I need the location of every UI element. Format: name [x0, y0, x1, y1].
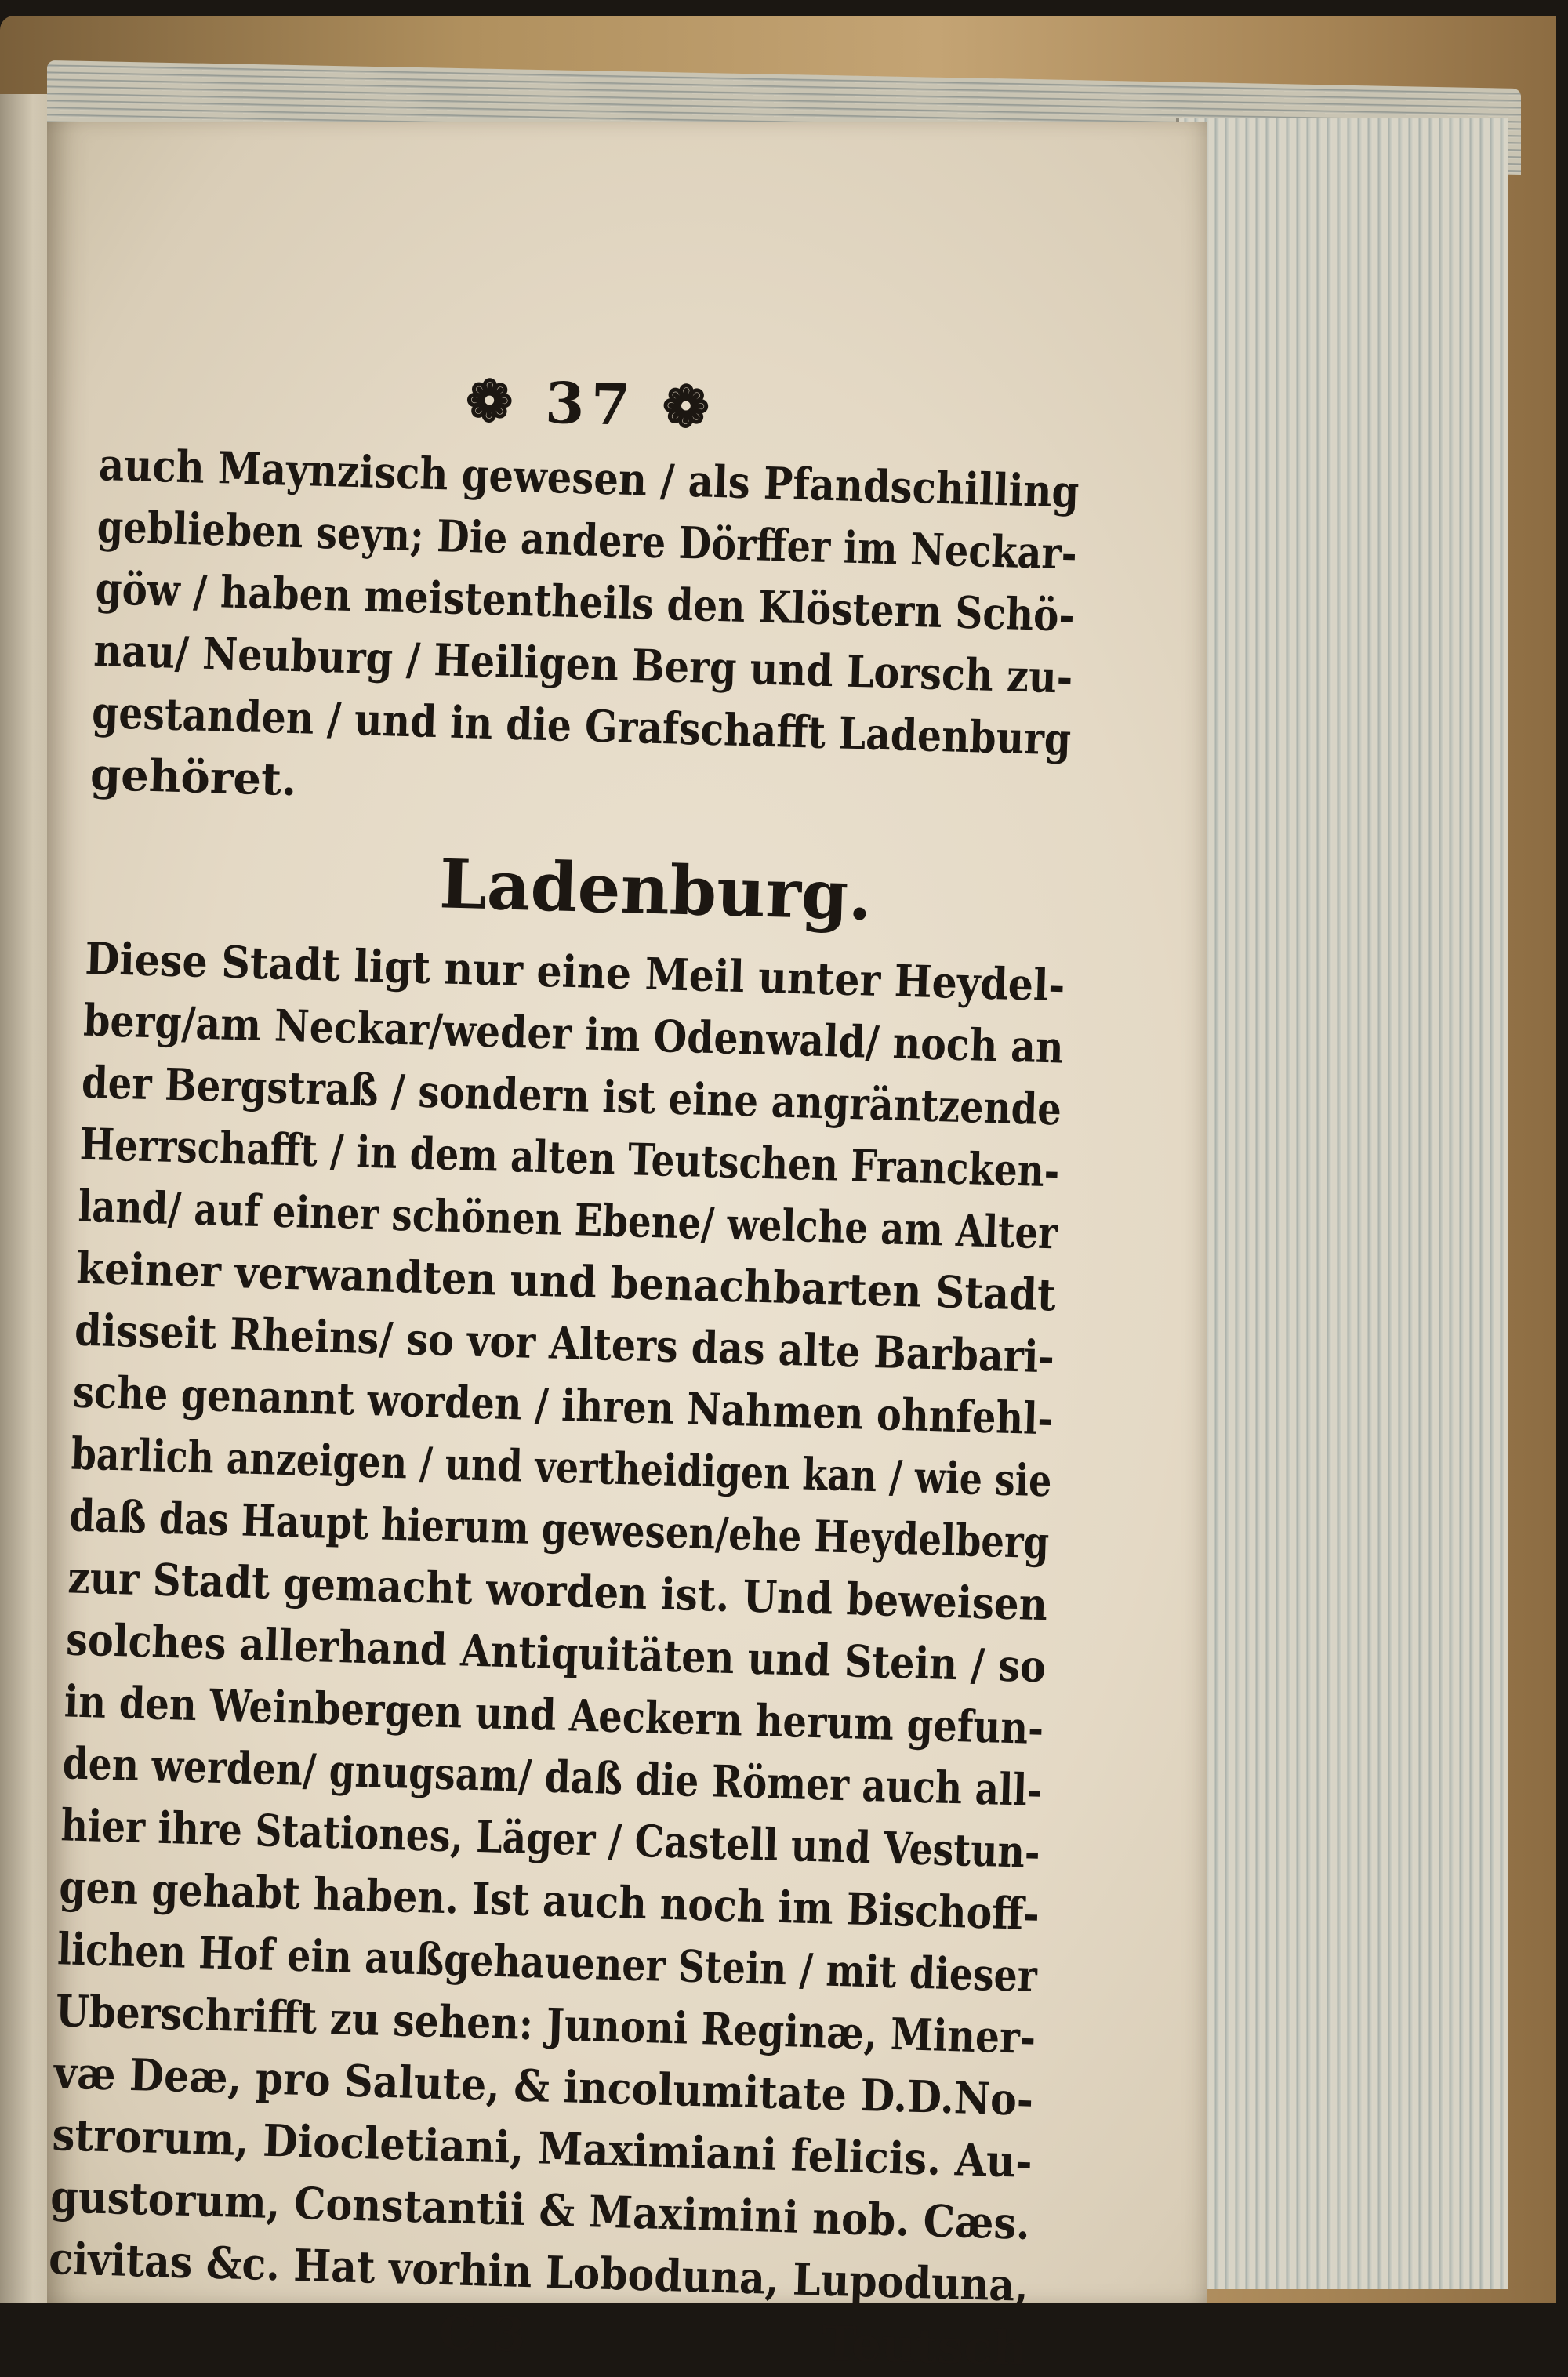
text-line: sche genannt worden / ihren Nahmen ohnfehl-	[72, 1366, 1054, 1446]
text-line: gehöret.	[89, 748, 298, 807]
text-line: gen gehabt haben. Ist auch noch im Bischoff-	[58, 1861, 1040, 1941]
text-line: Uberschrifft zu sehen: Junoni Reginæ, Miner-	[55, 1985, 1036, 2065]
text-line: gustorum, Constantii & Maximini nob. Cæs.	[49, 2171, 1031, 2250]
page-number-header: ❁ 37 ❁	[464, 366, 717, 441]
text-column	[46, 357, 1082, 2377]
text-line: in den Weinbergen und Aeckern herum gefun-	[64, 1675, 1045, 1755]
text-line: hier ihre Stationes, Läger / Castell und Vestun-	[60, 1799, 1041, 1879]
text-line: Diese Stadt ligt nur eine Meil unter Heydel-	[84, 932, 1066, 1012]
text-line: land/ auf einer schönen Ebene/ welche am Alter	[77, 1180, 1058, 1260]
text-line: geblieben seyn; Die andere Dörffer im Neckar-	[96, 500, 1078, 580]
text-line: solches allerhand Antiquitäten und Stein / so	[65, 1613, 1047, 1693]
catchword: Teutsch	[821, 2316, 1028, 2377]
section-heading: Ladenburg.	[438, 844, 873, 936]
text-line: civitas &c. Hat vorhin Loboduna, Lupoduna,	[48, 2233, 1029, 2312]
text-line: auch Maynzisch gewesen / als Pfandschilling	[98, 438, 1080, 518]
page-block-fore-edge	[1176, 118, 1508, 2289]
text-line: daß das Haupt hierum gewesen/ehe Heydelberg	[68, 1490, 1050, 1570]
text-line: berg/am Neckar/weder im Odenwald/ noch an	[82, 994, 1065, 1074]
signature-mark: C 3	[437, 2305, 527, 2364]
text-line: der Bergstraß / sondern ist eine angräntzende	[81, 1056, 1062, 1136]
text-line: væ Deæ, pro Salute, & incolumitate D.D.No-	[53, 2047, 1034, 2127]
text-line: zur Stadt gemacht worden ist. Und beweisen	[67, 1551, 1048, 1631]
text-line: disseit Rheins/ so vor Alters das alte Barbari-	[74, 1304, 1055, 1384]
text-line: göw / haben meistentheils den Klöstern Schö-	[94, 562, 1076, 642]
text-line: Herrschafft / in dem alten Teutschen Francken-	[79, 1118, 1061, 1198]
book-page	[47, 122, 1207, 2377]
text-line: strorum, Diocletiani, Maximiani felicis. Au-	[51, 2109, 1033, 2189]
text-line: gestanden / und in die Grafschafft Ladenburg	[91, 686, 1072, 766]
text-line: keiner verwandten und benachbarten Stadt	[75, 1242, 1057, 1322]
text-line: den werden/ gnugsam/ daß die Römer auch all-	[61, 1737, 1044, 1817]
text-line: lichen Hof ein außgehauener Stein / mit dieser	[56, 1923, 1038, 2003]
text-line: nau/ Neuburg / Heiligen Berg und Lorsch zu-	[93, 624, 1074, 704]
text-line: barlich anzeigen / und vertheidigen kan / wie sie	[70, 1428, 1053, 1508]
